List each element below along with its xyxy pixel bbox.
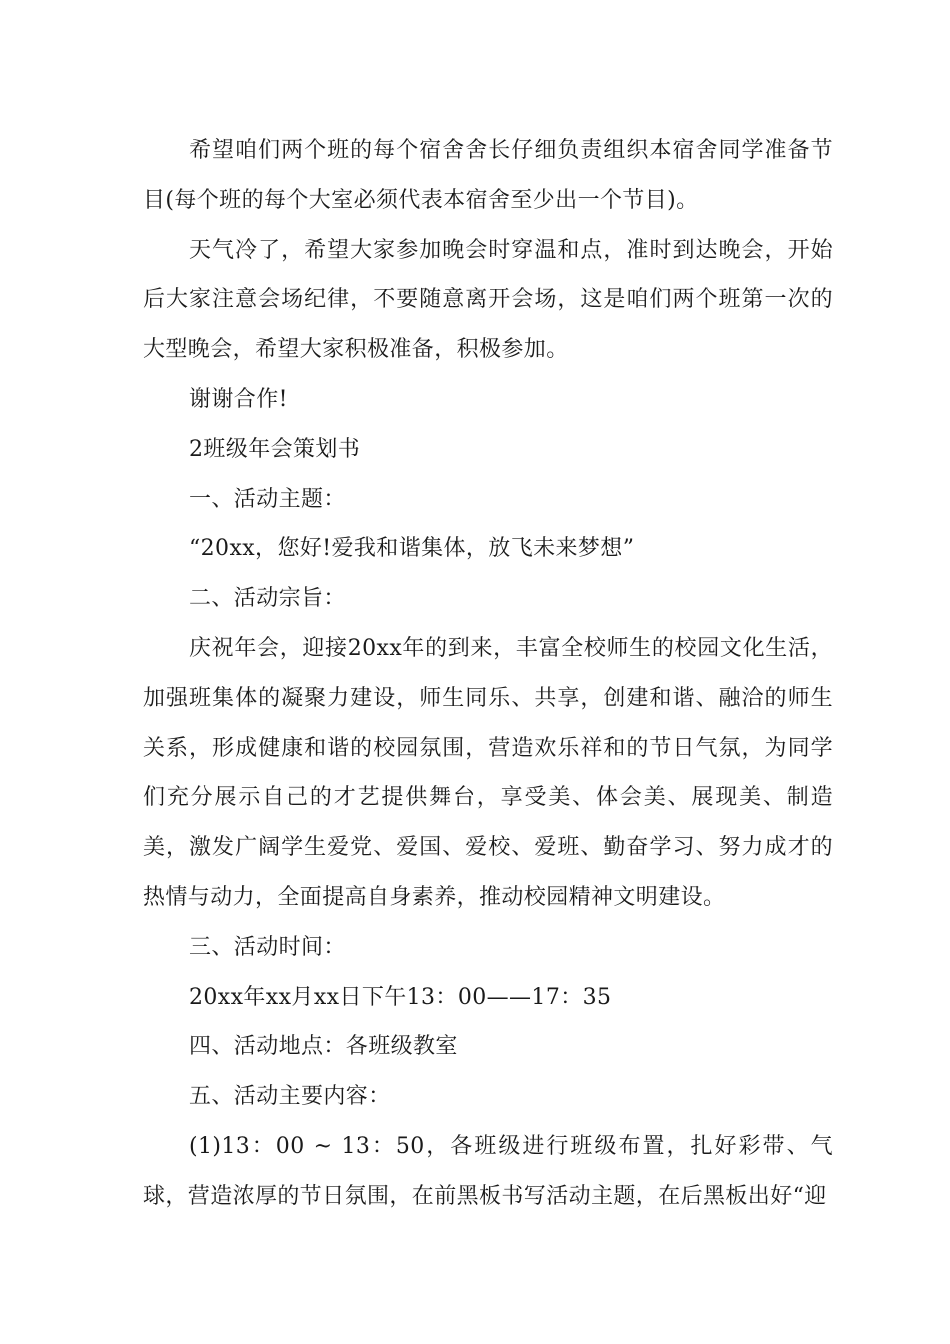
paragraph-schedule-1: (1)13：00 ~ 13：50，各班级进行班级布置，扎好彩带、气球，营造浓厚的节日氛围，在前黑板书写活动主题，在后黑板出好“迎 — [143, 1133, 833, 1209]
heading-location: 四、活动地点：各班级教室 — [189, 1034, 458, 1060]
heading-theme: 一、活动主题： — [189, 486, 346, 512]
heading-time: 三、活动时间： — [189, 934, 346, 960]
document-body — [143, 126, 833, 1222]
heading-content: 五、活动主要内容： — [189, 1084, 391, 1110]
paragraph-weather-notice: 天气冷了，希望大家参加晚会时穿温和点，准时到达晚会，开始后大家注意会场纪律，不要随意离开会场，这是咱们两个班第一次的大型晚会，希望大家积极准备，积极参加。 — [143, 237, 833, 363]
section-title-plan: 2班级年会策划书 — [189, 436, 361, 462]
theme-slogan: “20xx，您好!爱我和谐集体，放飞未来梦想” — [189, 536, 635, 562]
event-time: 20xx年xx月xx日下午13：00——17：35 — [189, 984, 612, 1010]
paragraph-purpose: 庆祝年会，迎接20xx年的到来，丰富全校师生的校园文化生活，加强班集体的凝聚力建设，师生同乐、共享，创建和谐、融洽的师生关系，形成健康和谐的校园氛围，营造欢乐祥和的节日气氛，为同学们充分展示自己的才艺提供舞台，享受美、体会美、展现美、制造美，激发广阔学生爱党、爱国、爱校、爱班、勤奋学习、努力成才的热情与动力，全面提高自身素养，推动校园精神文明建设。 — [143, 635, 833, 910]
paragraph-dorm-leaders: 希望咱们两个班的每个宿舍舍长仔细负责组织本宿舍同学准备节目(每个班的每个大室必须代表本宿舍至少出一个节目)。 — [143, 138, 833, 213]
heading-purpose: 二、活动宗旨： — [189, 586, 346, 612]
paragraph-thanks: 谢谢合作! — [189, 386, 288, 412]
